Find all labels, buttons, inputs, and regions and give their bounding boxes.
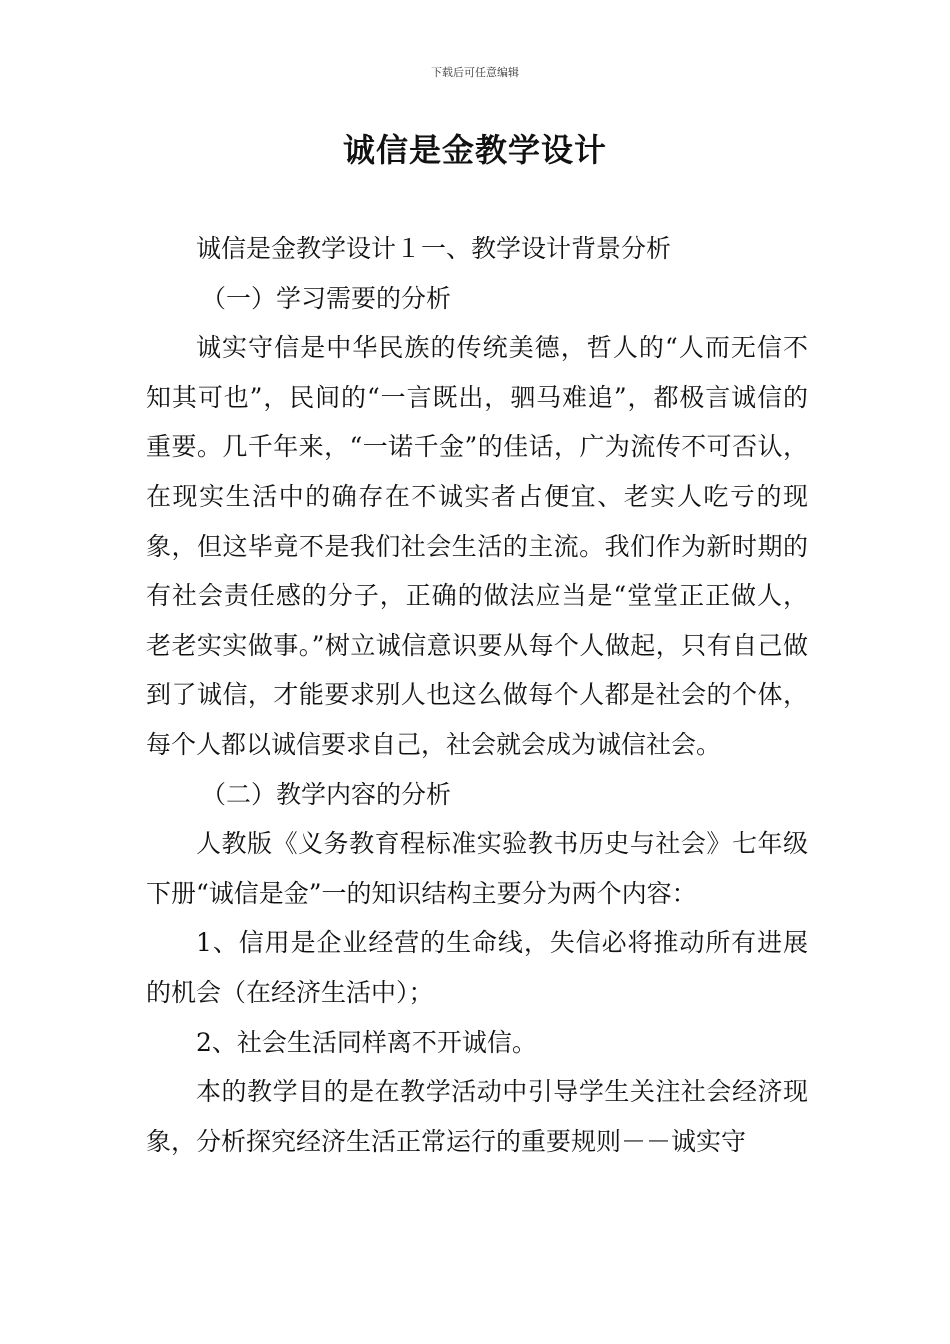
section-heading-content-analysis: （二）教学内容的分析 — [201, 779, 452, 809]
document-title: 诚信是金教学设计 — [342, 131, 607, 169]
paragraph-textbook: 人教版《义务教育程标准实验教书历史与社会》七年级下册“诚信是金”一的知识结构主要分为两个内容： — [146, 829, 808, 908]
list-item-1: 1、信用是企业经营的生命线，失信必将推动所有进展的机会（在经济生活中）； — [146, 928, 808, 1007]
list-item-2: 2、社会生活同样离不开诚信。 — [196, 1027, 537, 1057]
document-body — [146, 224, 808, 1166]
paragraph-intro: 诚信是金教学设计１一、教学设计背景分析 — [196, 234, 672, 263]
paragraph-integrity: 诚实守信是中华民族的传统美德，哲人的“人而无信不知其可也”，民间的“一言既出，驷马难追”，都极言诚信的重要。几千年来，“一诺千金”的佳话，广为流传不可否认，在现实生活中的确存在不诚实者占便宜、老实人吃亏的现象，但这毕竟不是我们社会生活的主流。我们作为新时期的有社会责任感的分子，正确的做法应当是“堂堂正正做人，老老实实做事。”树立诚信意识要从每个人做起，只有自己做到了诚信，才能要求别人也这么做每个人都是社会的个体，每个人都以诚信要求自己，社会就会成为诚信社会。 — [146, 333, 808, 759]
paragraph-teaching-goal: 本的教学目的是在教学活动中引导学生关注社会经济现象，分析探究经济生活正常运行的重要规则－－诚实守 — [146, 1077, 808, 1156]
header-note: 下载后可任意编辑 — [431, 66, 519, 79]
section-heading-learning-needs: （一）学习需要的分析 — [201, 283, 452, 313]
